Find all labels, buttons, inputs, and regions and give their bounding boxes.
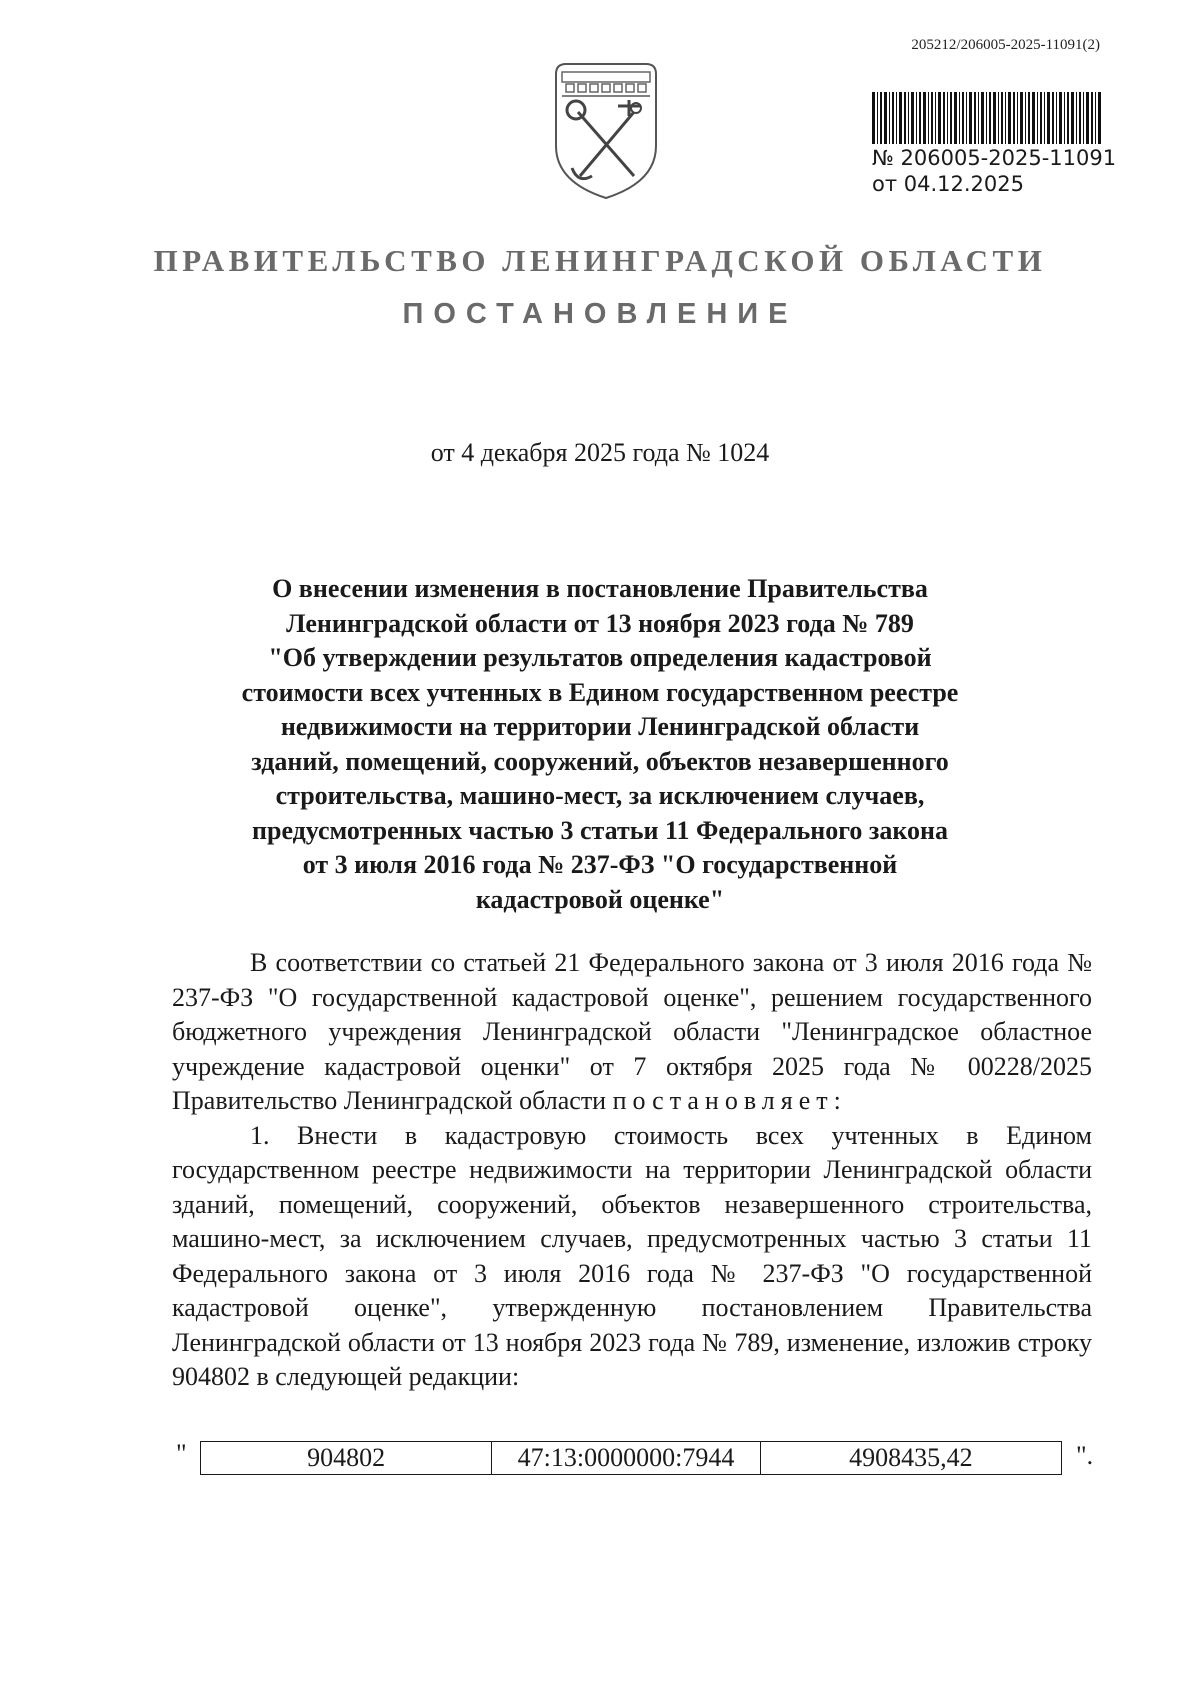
amended-table-row xyxy=(172,1441,1092,1475)
subject-line: недвижимости на территории Ленинградской области xyxy=(280,712,920,741)
subject-line: Ленинградской области от 13 ноября 2023 года № 789 xyxy=(286,608,914,638)
registration-number: № 206005-2025-11091 xyxy=(872,146,1117,170)
document-subject xyxy=(170,572,1030,917)
item-1-paragraph: 1. Внести в кадастровую стоимость всех учтенных в Едином государственном реестре недвижимости на территории Ленинградской области зданий, помещений, сооружений, объектов незавершенного строительства, машино-мест, за исключением случаев, предусмотренных частью 3 статьи 11 Федерального закона от 3 июля 2016 года № 237-ФЗ "О государственной кадастровой оценке", утвержденную постановлением Правительства Ленинградской области от 13 ноября 2023 года № 789, изменение, изложив строку 904802 в следующей редакции: xyxy=(172,1120,1092,1391)
subject-line: О внесении изменения в постановление Правительства xyxy=(272,574,928,603)
subject-line: "Об утверждении результатов определения кадастровой xyxy=(268,643,932,672)
subject-line: кадастровой оценке" xyxy=(475,884,725,914)
reference-code: 205212/206005-2025-11091(2) xyxy=(911,37,1100,53)
cadastral-number-cell: 47:13:0000000:7944 xyxy=(491,1442,759,1474)
document-type-title: ПОСТАНОВЛЕНИЕ xyxy=(402,298,798,330)
close-quote: ". xyxy=(1076,1441,1094,1470)
document-date: от 4 декабря 2025 года № 1024 xyxy=(430,438,770,467)
preamble-paragraph xyxy=(172,946,1092,1119)
subject-line: от 3 июля 2016 года № 237-ФЗ "О государственной xyxy=(302,850,898,879)
government-title: ПРАВИТЕЛЬСТВО ЛЕНИНГРАДСКОЙ ОБЛАСТИ xyxy=(153,243,1047,278)
coat-of-arms-icon xyxy=(548,58,664,204)
barcode-icon xyxy=(872,92,1102,144)
subject-line: строительства, машино-мест, за исключением случаев, xyxy=(275,781,925,810)
document-body xyxy=(172,946,1092,1395)
registration-date: от 04.12.2025 xyxy=(872,172,1024,196)
subject-line: стоимости всех учтенных в Едином государственном реестре xyxy=(241,677,959,707)
cadastral-value-cell: 4908435,42 xyxy=(760,1442,1061,1474)
subject-line: предусмотренных частью 3 статьи 11 Федерального закона xyxy=(252,815,948,845)
subject-line: зданий, помещений, сооружений, объектов незавершенного xyxy=(251,746,949,776)
preamble-text: В соответствии со статьей 21 Федерального закона от 3 июля 2016 года № 237-ФЗ "О государственной кадастровой оценке", решением государственного бюджетного учреждения Ленинградской области "Ленинградское областное учреждение кадастровой оценки" от 7 октября 2025 года № 00228/2025 Правительство Ленинградской области xyxy=(172,948,1092,1115)
row-number-cell: 904802 xyxy=(307,1443,386,1472)
table-row xyxy=(200,1441,1062,1475)
decree-word: постановляет: xyxy=(612,1086,847,1115)
open-quote: " xyxy=(176,1439,187,1468)
